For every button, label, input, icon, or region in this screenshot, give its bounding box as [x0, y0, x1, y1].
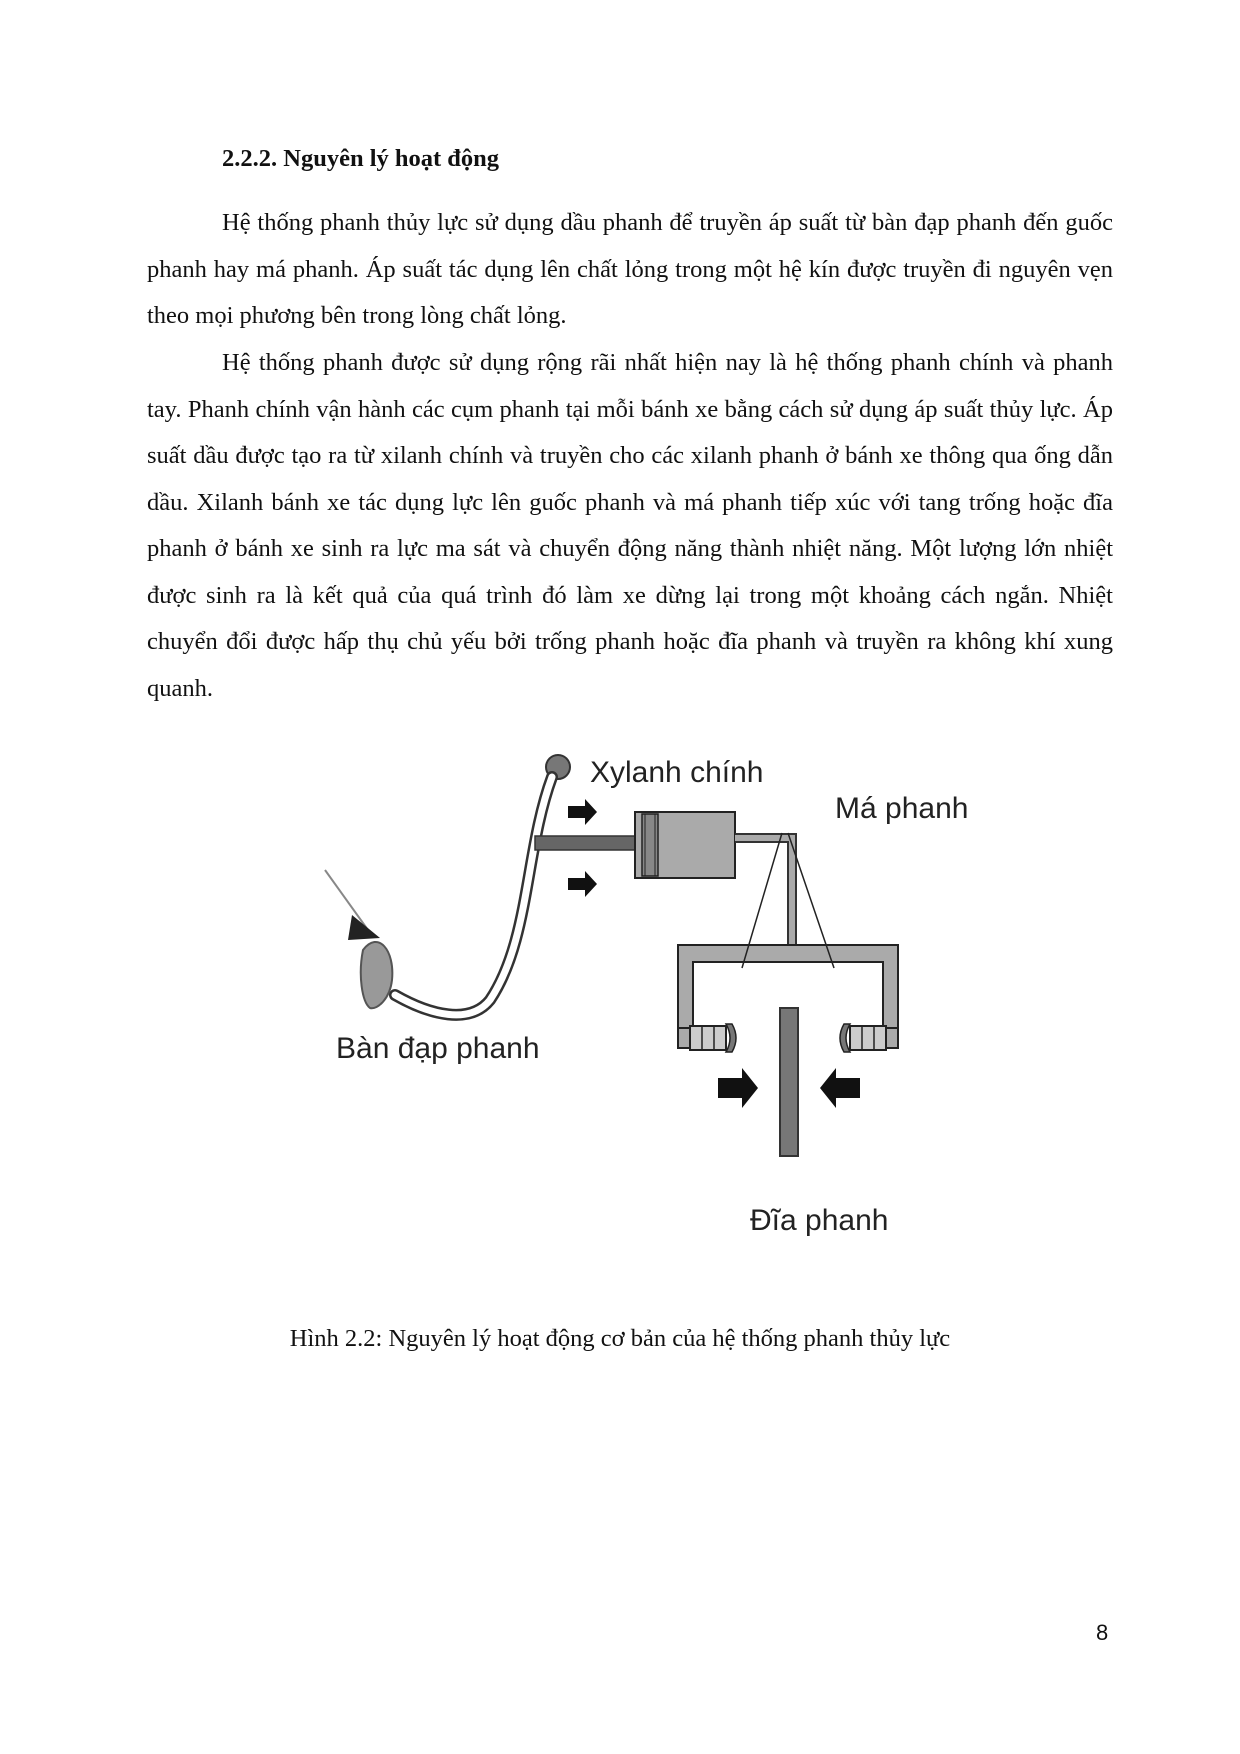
figure-caption: Hình 2.2: Nguyên lý hoạt động cơ bản của hệ thống phanh thủy lực [289, 1325, 951, 1352]
label-master-cylinder: Xylanh chính [590, 756, 764, 789]
brake-line [735, 838, 792, 945]
label-brake-pads: Má phanh [835, 792, 969, 825]
hydraulic-brake-diagram [300, 740, 980, 1250]
label-brake-disc: Đĩa phanh [750, 1204, 889, 1237]
brake-disc [780, 1008, 798, 1156]
section-heading: 2.2.2. Nguyên lý hoạt động [222, 145, 500, 172]
page-number: 8 [1096, 1620, 1109, 1645]
label-brake-pedal: Bàn đạp phanh [336, 1032, 540, 1065]
paragraph-2: Hệ thống phanh được sử dụng rộng rãi nhất hiện nay là hệ thống phanh chính và phanh tay. Phanh chính vận hành các cụm phanh tại mỗi bánh xe bằng cách sử dụng áp suất thủy lực. Áp suất dầu được tạo ra từ xilanh chính và truyền cho các xilanh phanh ở bánh xe thông qua ống dẫn dầu. Xilanh bánh xe tác dụng lực lên guốc phanh và má phanh tiếp xúc với tang trống hoặc đĩa phanh ở bánh xe sinh ra lực ma sát và chuyển động năng thành nhiệt năng. Một lượng lớn nhiệt được sinh ra là kết quả của quá trình đó làm xe dừng lại trong một khoảng cách ngắn. Nhiệt chuyển đổi được hấp thụ chủ yếu bởi trống phanh hoặc đĩa phanh và truyền ra không khí xung quanh. [147, 349, 1113, 702]
master-cylinder [635, 812, 735, 878]
foot-force-arrow [348, 915, 380, 940]
paragraph-1: Hệ thống phanh thủy lực sử dụng dầu phanh để truyền áp suất từ bàn đạp phanh đến guốc phanh hay má phanh. Áp suất tác dụng lên chất lỏng trong một hệ kín được truyền đi nguyên vẹn theo mọi phương bên trong lòng chất lỏng. [147, 209, 1113, 329]
brake-pedal [325, 755, 570, 1015]
